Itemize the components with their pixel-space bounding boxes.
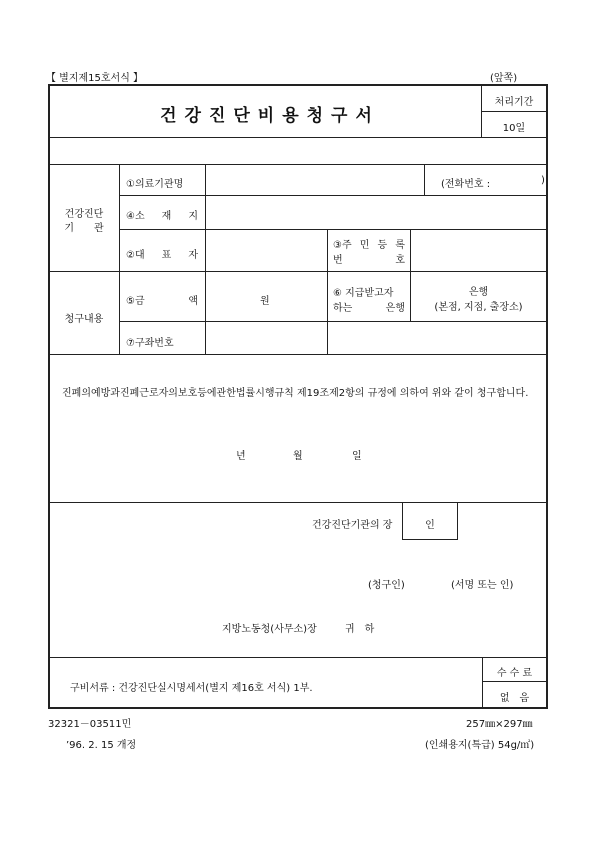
institution-head-label: 건강진단기관의 장 — [312, 520, 393, 531]
amount-unit: 원 — [260, 296, 270, 307]
representative-label-part: 자 — [188, 250, 198, 261]
processing-period-value: 10일 — [502, 123, 526, 134]
institution-section-label-line1: 건강진단 — [64, 209, 104, 220]
claimant-label: (청구인) — [368, 580, 405, 591]
account-number-input[interactable] — [206, 322, 546, 353]
representative-input[interactable] — [206, 230, 327, 270]
honorific-label: 귀 하 — [345, 624, 375, 635]
representative-label-part: 표 — [161, 250, 172, 261]
paper-spec: (인쇄용지(특급) 54g/㎡) — [425, 740, 535, 751]
resident-number-label-line1 — [333, 238, 405, 253]
bank-input[interactable] — [411, 272, 546, 320]
amount-label-part: 액 — [188, 296, 198, 307]
representative-label-part: ②대 — [126, 250, 145, 261]
resident-number-label-part: 등 — [377, 240, 388, 251]
page-side-label: (앞쪽) — [490, 73, 518, 84]
seal-box[interactable] — [402, 502, 458, 540]
paper-size: 257㎜×297㎜ — [466, 719, 533, 730]
bank-label-part: 은행 — [385, 303, 405, 314]
addressee-label: 지방노동청(사무소)장 — [222, 624, 317, 635]
resident-number-label-line2 — [333, 253, 405, 268]
bank-value-line1: 은행 — [468, 287, 489, 298]
seal-label: 인 — [425, 520, 435, 531]
claim-section-label: 청구내용 — [64, 314, 104, 325]
institution-name-input[interactable] — [206, 165, 424, 195]
institution-section-label-line2: 기 관 — [64, 223, 104, 234]
resident-number-label — [333, 238, 405, 268]
required-documents: 구비서류 : 건강진단실시명세서(별지 제16호 서식) 1부. — [70, 683, 313, 694]
address-label — [126, 207, 198, 222]
resident-number-label-part: 번 — [333, 255, 343, 266]
address-input[interactable] — [206, 196, 546, 228]
date-month-label: 월 — [293, 451, 303, 462]
amount-input[interactable] — [206, 272, 327, 320]
date-day-label: 일 — [352, 451, 362, 462]
form-number: 【 별지제15호서식 】 — [46, 73, 144, 84]
resident-number-input[interactable] — [411, 230, 546, 270]
fee-value: 없 음 — [499, 693, 530, 704]
claim-statement: 진폐의예방과진폐근로자의보호등에관한법률시행규칙 제19조제2항의 규정에 의하여 위와 같이 청구합니다. — [62, 388, 529, 399]
address-label-part: 지 — [188, 211, 198, 222]
address-label-part: 재 — [161, 211, 172, 222]
bank-label-line2 — [333, 301, 405, 316]
fee-label: 수 수 료 — [496, 668, 533, 679]
phone-close-paren: ) — [541, 175, 545, 186]
processing-period-label: 처리기간 — [494, 97, 534, 108]
resident-number-label-part: 록 — [395, 240, 405, 251]
institution-section-label — [49, 208, 119, 236]
phone-label: (전화번호 : — [441, 179, 491, 190]
amount-label-part: ⑤금 — [126, 296, 145, 307]
amount-label — [126, 292, 198, 307]
bank-label-part: 하는 — [333, 303, 353, 314]
representative-label — [126, 246, 198, 261]
revision-date: ’96. 2. 15 개정 — [66, 740, 137, 751]
resident-number-label-part: ③주 — [333, 240, 352, 251]
resident-number-label-part: 민 — [359, 240, 370, 251]
form-title: 건강진단비용청구서 — [160, 106, 380, 126]
form-code: 32321－03511민 — [48, 719, 132, 730]
date-year-label: 년 — [236, 451, 246, 462]
phone-input[interactable] — [505, 170, 539, 190]
sign-or-seal-label: (서명 또는 인) — [451, 580, 514, 591]
institution-name-label: ①의료기관명 — [126, 179, 184, 190]
bank-value-line2: (본점, 지점, 출장소) — [434, 302, 523, 313]
address-label-part: ④소 — [126, 211, 145, 222]
bank-label — [333, 286, 405, 316]
bank-label-line1: ⑥ 지급받고자 — [333, 288, 394, 299]
account-number-label: ⑦구좌번호 — [126, 338, 174, 349]
resident-number-label-part: 호 — [395, 255, 405, 266]
